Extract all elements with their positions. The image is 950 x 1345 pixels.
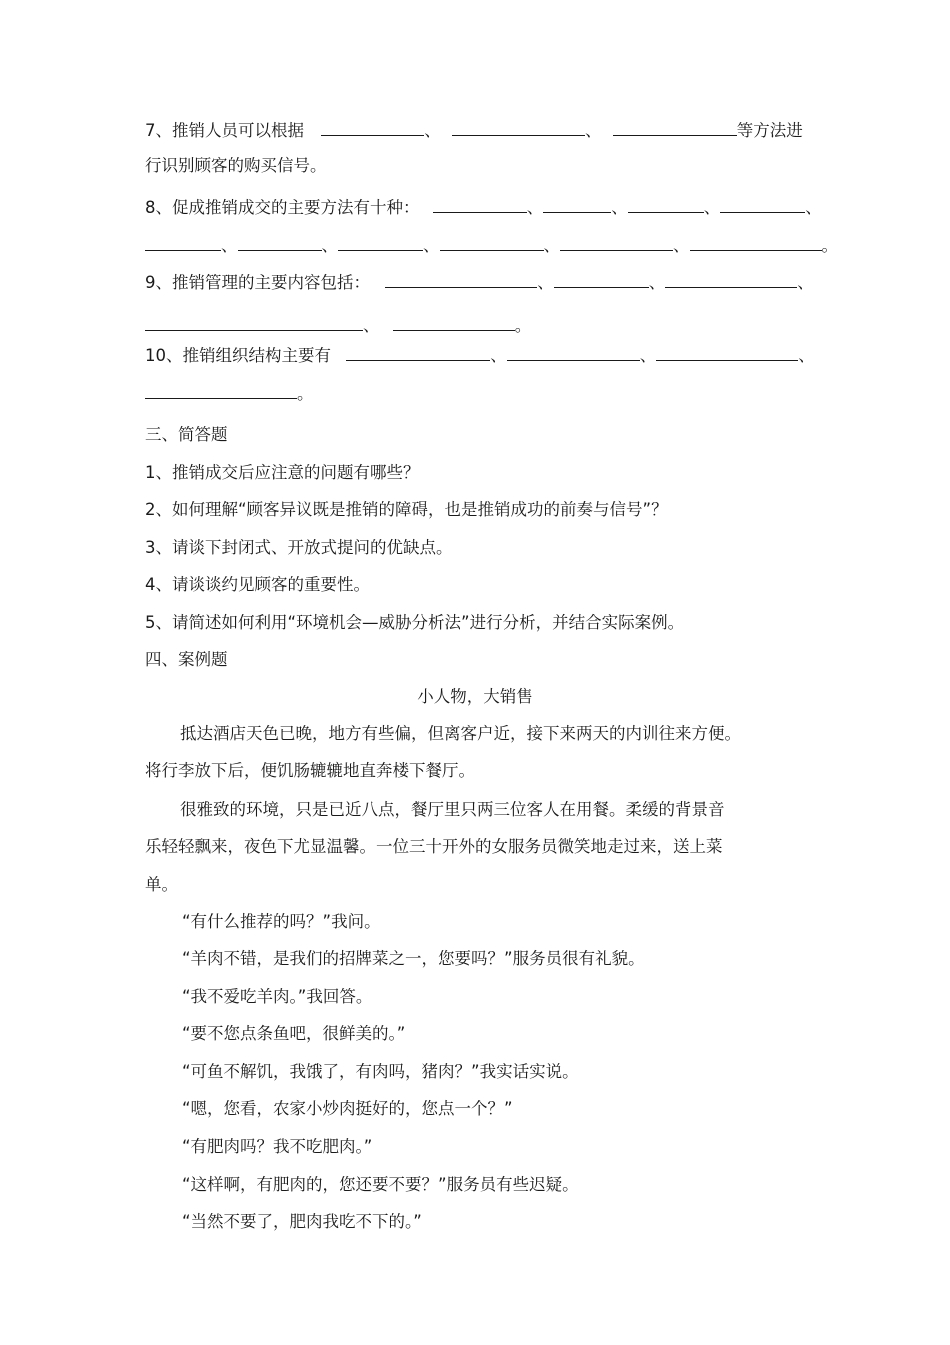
question-9-line2: [145, 315, 531, 337]
separator: 、: [585, 121, 602, 140]
question-9-line1: [145, 272, 814, 294]
short-answer-item: 4、请谈谈约见顾客的重要性。: [145, 575, 370, 594]
fill-blank[interactable]: [613, 120, 737, 136]
separator: 、: [639, 346, 657, 365]
dialogue-line: “当然不要了，肥肉我吃不下的。”: [182, 1212, 422, 1231]
section-3-title: 三、简答题: [145, 425, 228, 444]
separator: 、: [797, 273, 814, 292]
fill-blank[interactable]: [385, 272, 537, 288]
fill-blank[interactable]: [656, 345, 798, 361]
separator: 。: [821, 236, 838, 255]
separator: 、: [321, 236, 338, 255]
short-answer-item: 3、请谈下封闭式、开放式提问的优缺点。: [145, 538, 453, 557]
case-title: 小人物，大销售: [417, 687, 533, 706]
dialogue-line: “有肥肉吗？我不吃肥肉。”: [182, 1137, 373, 1156]
case-paragraph-2-line2: 乐轻轻飘来，夜色下尤显温馨。一位三十开外的女服务员微笑地走过来，送上菜: [145, 837, 723, 856]
q10-prefix: 10、推销组织结构主要有: [145, 346, 331, 365]
separator: 、: [673, 236, 690, 255]
question-8-line2: [145, 235, 838, 257]
fill-blank[interactable]: [145, 383, 297, 399]
case-paragraph-1-line2: 将行李放下后，便饥肠辘辘地直奔楼下餐厅。: [145, 761, 475, 780]
separator: 、: [798, 346, 815, 365]
separator: 。: [514, 316, 532, 335]
question-7-line2: 行识别顾客的购买信号。: [145, 156, 327, 175]
short-answer-item: 2、如何理解“顾客异议既是推销的障碍，也是推销成功的前奏与信号”？: [145, 500, 668, 519]
short-answer-item: 5、请简述如何利用“环境机会—威胁分析法”进行分析，并结合实际案例。: [145, 613, 685, 632]
fill-blank[interactable]: [690, 235, 822, 251]
dialogue-line: “有什么推荐的吗？”我问。: [182, 912, 381, 931]
dialogue-line: “我不爱吃羊肉。”我回答。: [182, 987, 373, 1006]
q7-prefix: 7、推销人员可以根据: [145, 121, 304, 140]
question-8-line1: [145, 197, 822, 219]
separator: 、: [611, 198, 628, 217]
dialogue-line: “羊肉不错，是我们的招牌菜之一，您要吗？”服务员很有礼貌。: [182, 949, 645, 968]
separator: 、: [526, 198, 544, 217]
dialogue-line: “嗯，您看，农家小炒肉挺好的，您点一个？”: [182, 1099, 513, 1118]
separator: 、: [363, 316, 380, 335]
fill-blank[interactable]: [145, 235, 221, 251]
fill-blank[interactable]: [393, 315, 515, 331]
q9-prefix: 9、推销管理的主要内容包括：: [145, 273, 370, 292]
fill-blank[interactable]: [440, 235, 544, 251]
q8-prefix: 8、促成推销成交的主要方法有十种：: [145, 198, 420, 217]
fill-blank[interactable]: [665, 272, 797, 288]
fill-blank[interactable]: [433, 197, 527, 213]
case-paragraph-2-line1: 很雅致的环境，只是已近八点，餐厅里只两三位客人在用餐。柔缓的背景音: [180, 800, 725, 819]
question-7-line1: [145, 120, 803, 142]
separator: 、: [424, 121, 441, 140]
dialogue-line: “可鱼不解饥，我饿了，有肉吗，猪肉？”我实话实说。: [182, 1062, 579, 1081]
case-paragraph-1-line1: 抵达酒店天色已晚，地方有些偏，但离客户近，接下来两天的内训往来方便。: [180, 724, 741, 743]
section-4-title: 四、案例题: [145, 650, 228, 669]
fill-blank[interactable]: [321, 120, 424, 136]
fill-blank[interactable]: [507, 345, 640, 361]
fill-blank[interactable]: [238, 235, 322, 251]
fill-blank[interactable]: [628, 197, 704, 213]
separator: 、: [221, 236, 238, 255]
separator: 、: [543, 236, 560, 255]
separator: 。: [297, 384, 314, 403]
fill-blank[interactable]: [543, 197, 611, 213]
question-10-line2: [145, 383, 314, 405]
short-answer-item: 1、推销成交后应注意的问题有哪些？: [145, 463, 420, 482]
case-paragraph-2-line3: 单。: [145, 875, 178, 894]
question-10-line1: [145, 345, 815, 367]
fill-blank[interactable]: [145, 315, 363, 331]
fill-blank[interactable]: [338, 235, 423, 251]
fill-blank[interactable]: [560, 235, 673, 251]
dialogue-line: “这样啊，有肥肉的，您还要不要？”服务员有些迟疑。: [182, 1175, 579, 1194]
separator: 、: [537, 273, 554, 292]
separator: 、: [648, 273, 666, 292]
fill-blank[interactable]: [554, 272, 649, 288]
fill-blank[interactable]: [720, 197, 805, 213]
separator: 、: [490, 346, 507, 365]
separator: 、: [805, 198, 822, 217]
separator: 、: [703, 198, 721, 217]
q7-suffix: 等方法进: [736, 121, 803, 140]
dialogue-line: “要不您点条鱼吧，很鲜美的。”: [182, 1024, 406, 1043]
fill-blank[interactable]: [452, 120, 585, 136]
fill-blank[interactable]: [346, 345, 490, 361]
separator: 、: [423, 236, 440, 255]
